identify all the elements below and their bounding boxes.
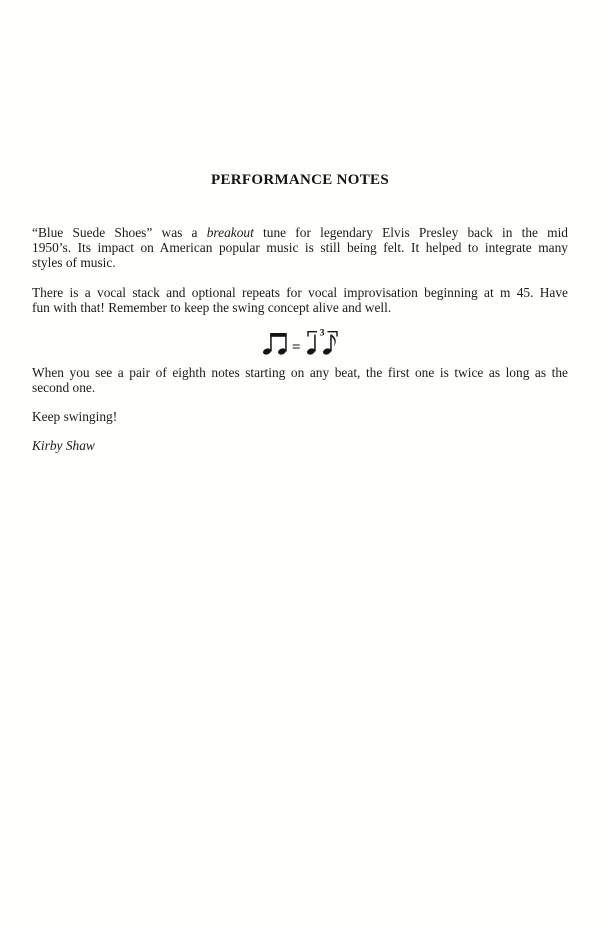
text-run: tune for legendary Elvis Presley back in the mid bbox=[253, 225, 569, 240]
paragraph-vocal-stack bbox=[32, 285, 568, 315]
paragraph-line: styles of music. bbox=[32, 255, 116, 271]
text-run: “Blue Suede Shoes” was a bbox=[32, 225, 207, 240]
paragraph-line: There is a vocal stack and optional repeats for vocal improvisation beginning at m 45. Have bbox=[32, 284, 568, 300]
eighth-note-flag bbox=[332, 335, 336, 347]
swing-notation-figure bbox=[32, 323, 568, 359]
equals-sign: = bbox=[292, 339, 301, 356]
paragraph-line: fun with that! Remember to keep the swing concept alive and well. bbox=[32, 299, 392, 315]
page-title: PERFORMANCE NOTES bbox=[210, 172, 390, 188]
swing-notation-icon bbox=[260, 323, 348, 359]
paragraph-blue-suede-history bbox=[32, 225, 568, 271]
triplet-quarter-eighth-icon bbox=[306, 328, 337, 355]
paragraph-line: second one. bbox=[32, 380, 96, 396]
author-signature: Kirby Shaw bbox=[32, 437, 95, 453]
italic-word-breakout: breakout bbox=[206, 225, 254, 240]
paragraph-eighth-notes-rule bbox=[32, 365, 568, 395]
paragraph-line: When you see a pair of eighth notes starting on any beat, the first one is twice as long as the bbox=[32, 365, 568, 381]
paragraph-line bbox=[32, 225, 568, 240]
triplet-number: 3 bbox=[319, 328, 325, 339]
paragraph-line: 1950’s. Its impact on American popular music is still being felt. It helped to integrate many bbox=[32, 240, 568, 256]
closing-line: Keep swinging! bbox=[32, 409, 118, 425]
beamed-eighth-notes-icon bbox=[262, 333, 287, 356]
